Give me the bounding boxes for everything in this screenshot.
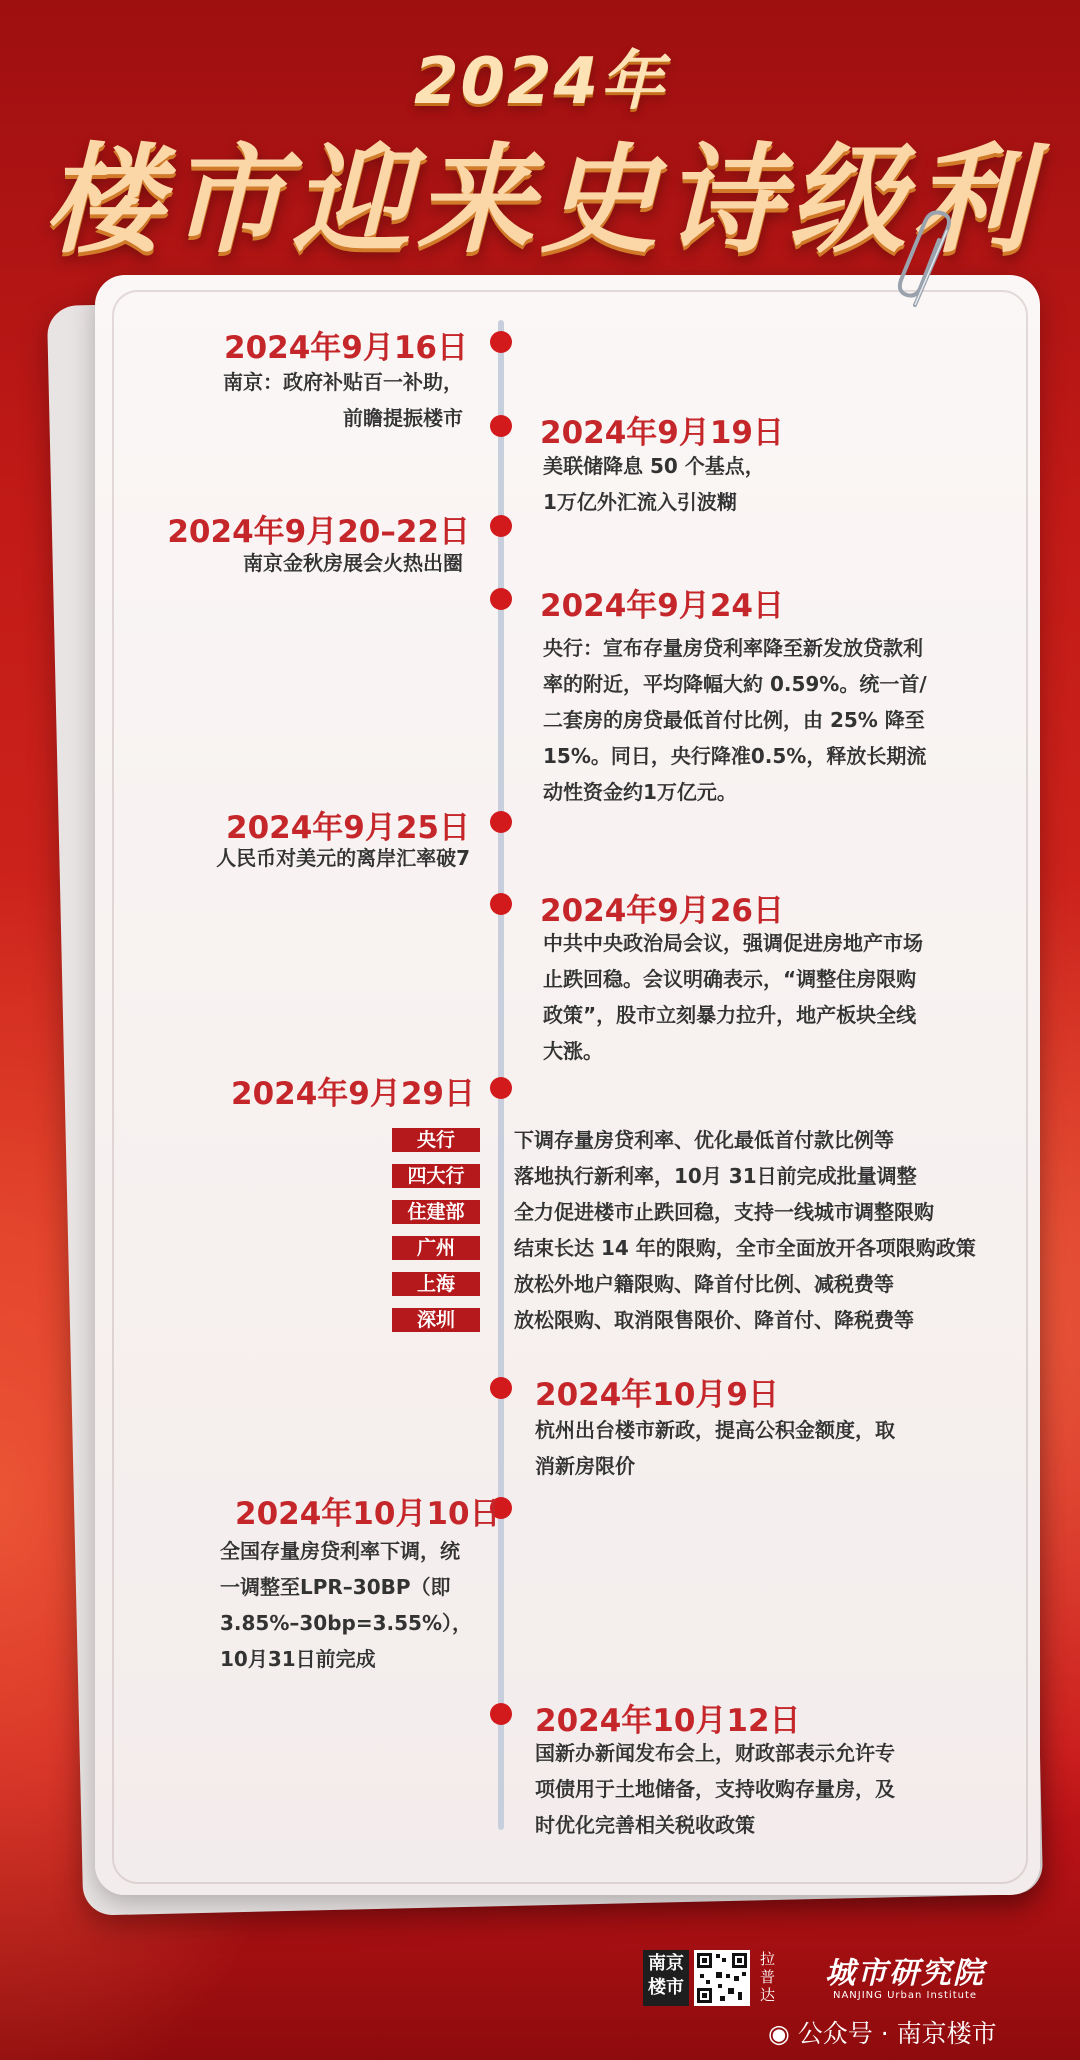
event-desc: 南京：政府补贴百一补助， 前瞻提振楼市 <box>223 370 463 430</box>
timeline-dot <box>490 811 512 833</box>
event-date: 2024年9月25日 <box>226 810 470 846</box>
event-date: 2024年9月19日 <box>540 415 784 451</box>
tag-housing-ministry: 住建部 <box>392 1200 480 1224</box>
tag-desc: 放松外地户籍限购、降首付比例、减税费等 <box>514 1272 894 1296</box>
tag-desc: 落地执行新利率，10月 31日前完成批量调整 <box>514 1164 917 1188</box>
event-desc: 人民币对美元的离岸汇率破7 <box>216 846 470 870</box>
event-desc: 中共中央政治局会议，强调促进房地产市场 止跌回稳。会议明确表示，“调整住房限购 政策”，股市立刻暴力拉升，地产板块全线 大涨。 <box>543 931 923 1063</box>
nanjing-loushi-badge: 南京 楼市 <box>643 1950 689 2006</box>
event-desc: 央行：宣布存量房贷利率降至新发放贷款利 率的附近，平均降幅大約 0.59%。统一首/ 二套房的房贷最低首付比例，由 25% 降至 15%。同日，央行降准0.5%，释放长期流 动性资金约1万亿元。 <box>543 636 927 804</box>
timeline-dot <box>490 515 512 537</box>
tag-desc: 下调存量房贷利率、优化最低首付款比例等 <box>514 1128 894 1152</box>
event-desc: 美联储降息 50 个基点， 1万亿外汇流入引波糊 <box>543 454 765 514</box>
timeline-dot <box>490 1377 512 1399</box>
tag-desc: 放松限购、取消限售限价、降首付、降税费等 <box>514 1308 914 1332</box>
timeline-dot <box>490 1703 512 1725</box>
event-date: 2024年9月20–22日 <box>167 514 470 550</box>
tag-big-four-banks: 四大行 <box>392 1164 480 1188</box>
qr-code-icon <box>694 1950 750 2006</box>
timeline-axis <box>498 320 504 1830</box>
timeline-dot <box>490 415 512 437</box>
paperclip-icon <box>895 210 965 320</box>
timeline-dot <box>490 588 512 610</box>
tag-desc: 结束长达 14 年的限购，全市全面放开各项限购政策 <box>514 1236 976 1260</box>
event-date: 2024年10月9日 <box>535 1377 779 1413</box>
event-date: 2024年10月10日 <box>235 1496 501 1532</box>
event-date: 2024年9月26日 <box>540 893 784 929</box>
tag-shanghai: 上海 <box>392 1272 480 1296</box>
event-date: 2024年9月29日 <box>231 1076 475 1112</box>
tag-desc: 全力促进楼市止跌回稳，支持一线城市调整限购 <box>514 1200 934 1224</box>
headline-title: 楼市迎来史诗级利 <box>43 131 1036 269</box>
wechat-icon: ◉ <box>768 2019 790 2048</box>
year-title: 2024年 <box>413 45 667 119</box>
timeline-dot <box>490 1077 512 1099</box>
event-desc: 国新办新闻发布会上，财政部表示允许专 项债用于土地储备，支持收购存量房，及 时优化完善相关税收政策 <box>535 1741 895 1837</box>
event-date: 2024年9月24日 <box>540 588 784 624</box>
event-date: 2024年10月12日 <box>535 1703 801 1739</box>
event-desc: 杭州出台楼市新政，提高公积金额度，取 消新房限价 <box>535 1418 895 1478</box>
tag-shenzhen: 深圳 <box>392 1308 480 1332</box>
event-desc: 南京金秋房展会火热出圈 <box>243 551 463 575</box>
wechat-account: ◉ 公众号 · 南京楼市 <box>768 2019 997 2048</box>
event-desc: 全国存量房贷利率下调，统 一调整至LPR–30BP（即 3.85%–30bp=3.55%）， 10月31日前完成 <box>220 1539 472 1671</box>
timeline-dot <box>490 893 512 915</box>
tag-central-bank: 央行 <box>392 1128 480 1152</box>
tag-guangzhou: 广州 <box>392 1236 480 1260</box>
institute-logo: 城市研究院 NANJING Urban Institute <box>825 1956 985 2001</box>
lapu-label: 拉普达 <box>760 1950 776 2004</box>
timeline-dot <box>490 331 512 353</box>
event-date: 2024年9月16日 <box>224 330 468 366</box>
